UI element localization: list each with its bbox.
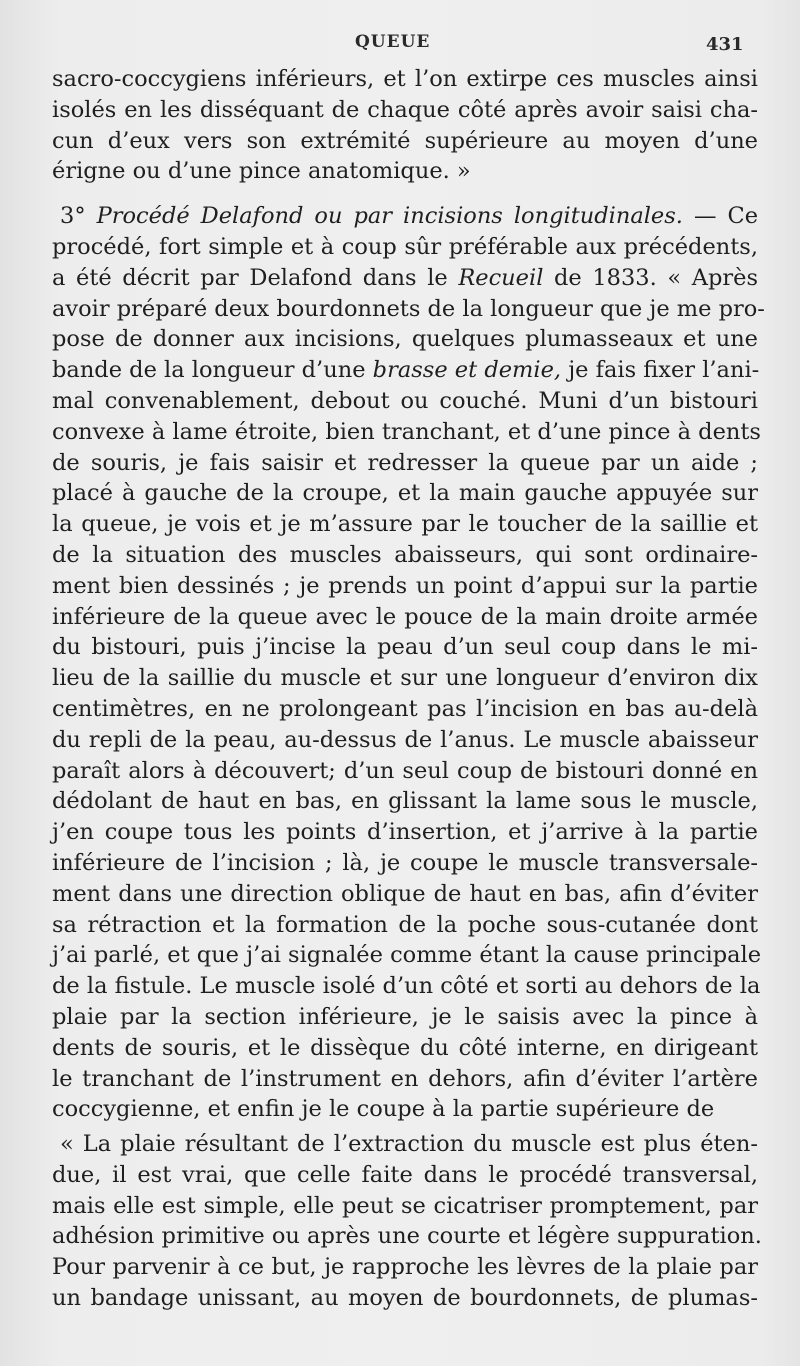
text-line: procédé, fort simple et à coup sûr préférable aux précédents, xyxy=(52,233,758,260)
text-segment: a été décrit par Delafond dans le xyxy=(52,264,448,291)
text-segment: je fais fixer l’ani- xyxy=(568,357,760,384)
section-heading-title: Procédé Delafond ou par incisions longitudinales. xyxy=(96,203,683,230)
text-line: placé à gauche de la croupe, et la main gauche appuyée sur xyxy=(52,480,758,507)
text-line: mal convenablement, debout ou couché. Muni d’un bistouri xyxy=(52,387,758,414)
text-line: adhésion primitive ou après une courte et légère suppuration. xyxy=(52,1223,762,1250)
section-heading-line xyxy=(52,201,758,232)
text-line: lieu de la saillie du muscle et sur une longueur d’environ dix xyxy=(52,665,758,692)
text-line: Pour parvenir à ce but, je rapproche les lèvres de la plaie par xyxy=(52,1254,758,1281)
text-line: centimètres, en ne prolongeant pas l’incision en bas au-delà xyxy=(52,695,758,722)
page-number: 431 xyxy=(706,34,744,55)
text-line: mais elle est simple, elle peut se cicatriser promptement, par xyxy=(52,1192,758,1219)
text-line: plaie par la section inférieure, je le saisis avec la pince à xyxy=(52,1003,758,1030)
text-line: coccygienne, et enfin je le coupe à la partie supérieure de xyxy=(52,1096,715,1123)
text-line: due, il est vrai, que celle faite dans le procédé transversal, xyxy=(52,1161,758,1188)
text-line: cun d’eux vers son extrémité supérieure au moyen d’une xyxy=(52,127,758,154)
text-line: de souris, je fais saisir et redresser la queue par un aide ; xyxy=(52,449,758,476)
text-line: paraît alors à découvert; d’un seul coup de bistouri donné en xyxy=(52,757,758,784)
text-line-brasse xyxy=(52,355,758,386)
text-line: du bistouri, puis j’incise la peau d’un seul coup dans le mi- xyxy=(52,634,758,661)
text-line: de la situation des muscles abaisseurs, qui sont ordinaire- xyxy=(52,541,758,568)
paragraph-gap xyxy=(52,187,758,201)
page-header xyxy=(0,32,800,54)
text-line: « La plaie résultant de l’extraction du muscle est plus éten- xyxy=(60,1131,758,1158)
text-line: pose de donner aux incisions, quelques plumasseaux et une xyxy=(52,326,758,353)
text-line: de la fistule. Le muscle isolé d’un côté et sorti au dehors de la xyxy=(52,973,761,1000)
text-line: convexe à lame étroite, bien tranchant, et d’une pince à dents xyxy=(52,418,761,445)
text-line: avoir préparé deux bourdonnets de la longueur que je me pro- xyxy=(52,295,765,322)
paragraph-3 xyxy=(52,1129,762,1314)
text-line: inférieure de la queue avec le pouce de la main droite armée xyxy=(52,603,758,630)
text-line: j’ai parlé, et que j’ai signalée comme étant la cause principale xyxy=(52,942,762,969)
recueil-word: Recueil xyxy=(458,264,544,291)
body-text xyxy=(52,64,765,1314)
text-line: isolés en les disséquant de chaque côté après avoir saisi cha- xyxy=(52,96,758,123)
brasse-phrase: brasse et demie, xyxy=(372,357,562,384)
text-line: du repli de la peau, au-dessus de l’anus. Le muscle abaisseur xyxy=(52,726,758,753)
text-line: inférieure de l’incision ; là, je coupe le muscle transversale- xyxy=(52,849,758,876)
text-line: dents de souris, et le dissèque du côté interne, en dirigeant xyxy=(52,1034,758,1061)
text-line: j’en coupe tous les points d’insertion, et j’arrive à la partie xyxy=(52,819,758,846)
text-line: ment dans une direction oblique de haut en bas, afin d’éviter xyxy=(52,880,758,907)
text-line-recueil xyxy=(52,263,758,294)
text-segment: bande de la longueur d’une xyxy=(52,357,366,384)
text-line: dédolant de haut en bas, en glissant la lame sous le muscle, xyxy=(52,788,758,815)
text-line: la queue, je vois et je m’assure par le toucher de la saillie et xyxy=(52,511,758,538)
text-line: sacro-coccygiens inférieurs, et l’on extirpe ces muscles ainsi xyxy=(52,66,758,92)
paragraph-1 xyxy=(52,64,758,187)
text-line: un bandage unissant, au moyen de bourdonnets, de plumas- xyxy=(52,1285,758,1312)
text-line: le tranchant de l’instrument en dehors, afin d’éviter l’artère xyxy=(52,1065,758,1092)
heading-number: 3° xyxy=(60,203,86,230)
paragraph-2 xyxy=(52,201,765,1125)
text-line: érigne ou d’une pince anatomique. » xyxy=(52,158,471,185)
text-segment: de 1833. « Après xyxy=(554,264,758,291)
text-line: ment bien dessinés ; je prends un point d’appui sur la partie xyxy=(52,572,758,599)
running-title: QUEUE xyxy=(355,32,431,52)
text-line: sa rétraction et la formation de la poche sous-cutanée dont xyxy=(52,911,758,938)
heading-rest: — Ce xyxy=(693,203,759,230)
